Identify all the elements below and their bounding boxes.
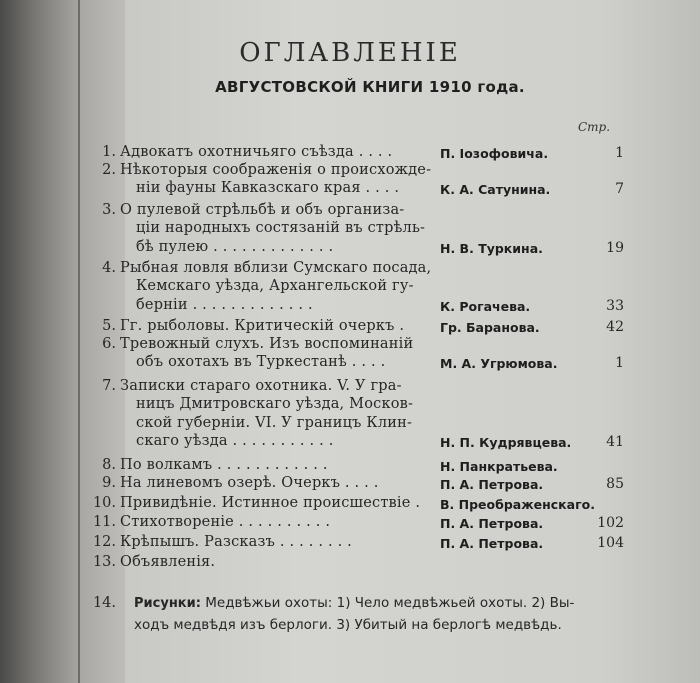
entry-title-line: Записки стараго охотника. V. У гра- <box>120 378 402 394</box>
entry-number: 2. <box>102 162 116 178</box>
entry-title-line: Рыбная ловля вблизи Сумскаго посада, <box>120 260 432 276</box>
entry-author: П. А. Петрова. <box>440 536 544 551</box>
illustrations-number: 14. <box>92 595 116 611</box>
entry-number: 8. <box>102 457 116 473</box>
entry-author: П. Іозофовича. <box>440 146 549 161</box>
entry-title-line: ской губерніи. VI. У границъ Клин- <box>136 414 413 431</box>
entry-page: 41 <box>606 434 624 451</box>
entry-author: Н. Панкратьева. <box>440 459 558 474</box>
entry-number: 12. <box>92 534 116 550</box>
entry-title-line: берніи . . . . . . . . . . . . . <box>136 296 313 313</box>
entry-title-line: объ охотахъ въ Туркестанѣ . . . . <box>136 354 386 371</box>
page-column-label: Стр. <box>578 120 611 134</box>
entry-page: 42 <box>606 319 624 335</box>
entry-number: 13. <box>92 554 116 570</box>
entry-page: 7 <box>615 181 624 198</box>
entry-page: 33 <box>606 297 624 314</box>
entry-author: П. А. Петрова. <box>440 516 544 531</box>
illustrations-line-2: ходъ медвѣдя изъ берлоги. 3) Убитый на берлогѣ медвѣдь. <box>134 617 562 633</box>
entry-author: К. А. Сатунина. <box>440 182 551 198</box>
page-title: ОГЛАВЛЕНІЕ <box>239 38 461 68</box>
entry-title-line: ницъ Дмитровскаго уѣзда, Москов- <box>136 396 414 413</box>
entry-title-line: О пулевой стрѣльбѣ и объ организа- <box>120 202 405 218</box>
entry-title-line: Тревожный слухъ. Изъ воспоминаній <box>120 336 414 352</box>
entry-author: М. А. Угрюмова. <box>440 356 558 372</box>
illustrations-line-1 <box>134 595 574 611</box>
illustrations-label: Рисунки: <box>134 596 201 611</box>
entry-title-line: Стихотвореніе . . . . . . . . . . <box>120 514 331 530</box>
entry-number: 1. <box>102 144 116 160</box>
entry-number: 3. <box>102 202 116 218</box>
entry-title-line: Адвокатъ охотничьяго съѣзда . . . . <box>120 144 393 160</box>
entry-title-line: Привидѣніе. Истинное происшествіе . <box>120 495 421 511</box>
entry-title-line: По волкамъ . . . . . . . . . . . . <box>120 457 328 473</box>
entry-page: 1 <box>615 145 624 161</box>
entry-number: 11. <box>92 514 116 530</box>
entry-author: Н. В. Туркина. <box>440 240 543 256</box>
entry-title-line: бѣ пулею . . . . . . . . . . . . . <box>136 238 334 255</box>
entry-page: 1 <box>615 355 624 372</box>
entry-title-line: Крѣпышъ. Разсказъ . . . . . . . . <box>120 534 352 550</box>
entry-number: 10. <box>92 495 116 511</box>
entry-author: В. Преображенскаго. <box>440 497 595 512</box>
entry-number: 5. <box>102 318 116 334</box>
entry-number: 9. <box>102 475 116 491</box>
entry-title-line: Нѣкоторыя соображенія о происхожде- <box>120 162 432 178</box>
entry-number: 7. <box>102 378 116 394</box>
entry-author: К. Рогачева. <box>440 298 531 314</box>
entry-author: П. А. Петрова. <box>440 477 544 492</box>
entry-title-line: ніи фауны Кавказскаго края . . . . <box>136 180 400 197</box>
entry-author: Гр. Баранова. <box>440 320 540 335</box>
entry-number: 4. <box>102 260 116 276</box>
entry-title-line: На линевомъ озерѣ. Очеркъ . . . . <box>120 475 379 491</box>
entry-title-line: ціи народныхъ состязаній въ стрѣль- <box>136 220 426 237</box>
entry-title-line: Гг. рыболовы. Критическій очеркъ . <box>120 318 405 334</box>
illustrations-text-1: Медвѣжьи охоты: 1) Чело медвѣжьей охоты. 2) Вы- <box>205 595 575 611</box>
entry-title-line: Кемскаго уѣзда, Архангельской гу- <box>136 278 414 295</box>
entry-title-line: скаго уѣзда . . . . . . . . . . . <box>136 433 334 450</box>
entry-number: 6. <box>102 336 116 352</box>
entry-page: 85 <box>606 476 624 492</box>
entry-page: 102 <box>597 515 624 531</box>
entry-title-line: Объявленія. <box>120 554 216 570</box>
page-subtitle: АВГУСТОВСКОЙ КНИГИ 1910 года. <box>215 78 525 96</box>
entry-author: Н. П. Кудрявцева. <box>440 435 572 451</box>
entry-page: 19 <box>606 239 624 256</box>
entry-page: 104 <box>597 535 624 551</box>
